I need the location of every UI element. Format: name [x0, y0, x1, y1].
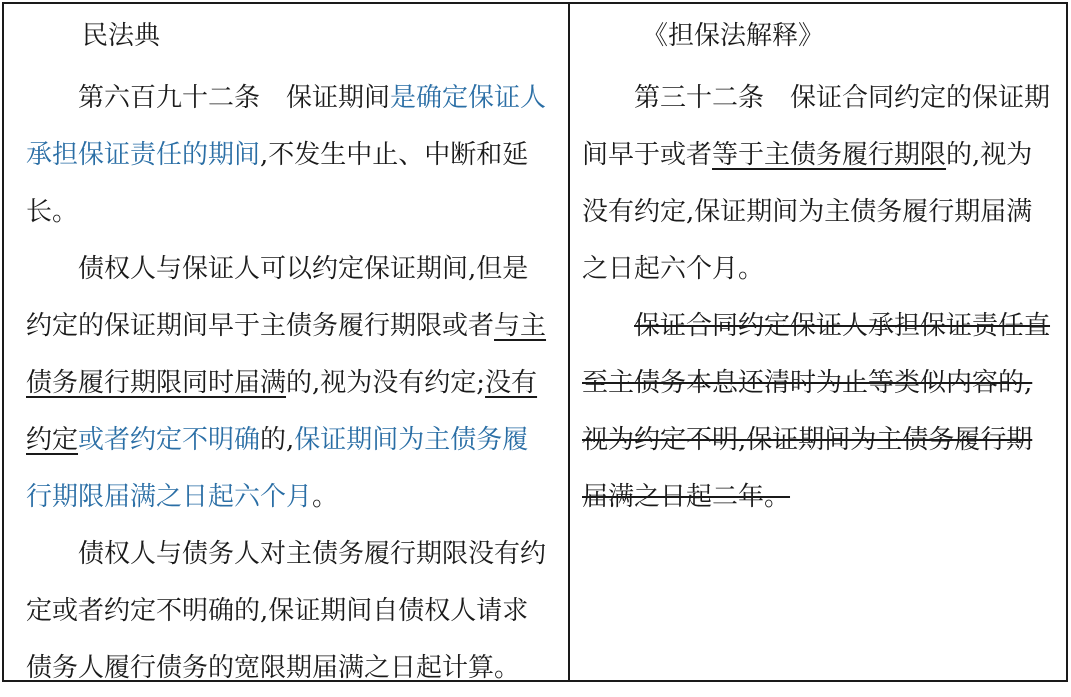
guarantee-law-interpretation-column — [570, 4, 1066, 680]
underlined-text-segment: 等于主债务履行期限 — [712, 140, 947, 170]
text-segment: 第六百九十二条 保证期间 — [78, 83, 391, 113]
text-segment: 。 — [312, 482, 339, 512]
article-692-paragraph-2 — [26, 241, 554, 526]
comparison-table — [2, 2, 1068, 682]
struck-through-text-segment: 保证合同约定保证人承担保证责任直至主债务本息还清时为止等类似内容的,视为约定不明,保证期间为主债务履行期届满之日起二年。 — [582, 311, 1051, 512]
highlighted-text-segment: 或者约定不明确 — [78, 425, 261, 455]
text-segment: ,不发生中止、中断和延长。 — [26, 140, 529, 227]
article-32-paragraph-2 — [582, 298, 1056, 526]
underlined-text-segment: 没有约定 — [26, 368, 538, 455]
text-segment: 的,视为没有约定,保证期间为主债务履行期届满之日起六个月。 — [582, 140, 1033, 284]
text-segment: 债权人与保证人可以约定保证期间,但是约定的保证期间早于主债务履行期限或者 — [26, 254, 529, 341]
civil-code-column — [4, 4, 570, 683]
article-692-paragraph-1 — [26, 70, 554, 241]
text-segment: 的, — [260, 425, 295, 455]
text-segment: 的,视为没有约定; — [286, 368, 486, 398]
underlined-text-segment: 与主债务履行期限同时届满 — [26, 311, 547, 398]
text-segment: 第三十二条 保证合同约定的保证期间早于或者 — [582, 83, 1051, 170]
text-segment: 债权人与债务人对主债务履行期限没有约定或者约定不明确的,保证期间自债权人请求债务人履行债务的宽限期届满之日起计算。 — [26, 539, 547, 683]
civil-code-heading: 民法典 — [82, 21, 161, 51]
article-32-paragraph-1 — [582, 70, 1056, 298]
highlighted-text-segment: 保证期间为主债务履行期限届满之日起六个月 — [26, 425, 529, 512]
interpretation-heading: 《担保法解释》 — [642, 21, 825, 51]
article-692-paragraph-3 — [26, 526, 554, 697]
highlighted-text-segment: 是确定保证人承担保证责任的期间 — [26, 83, 547, 170]
